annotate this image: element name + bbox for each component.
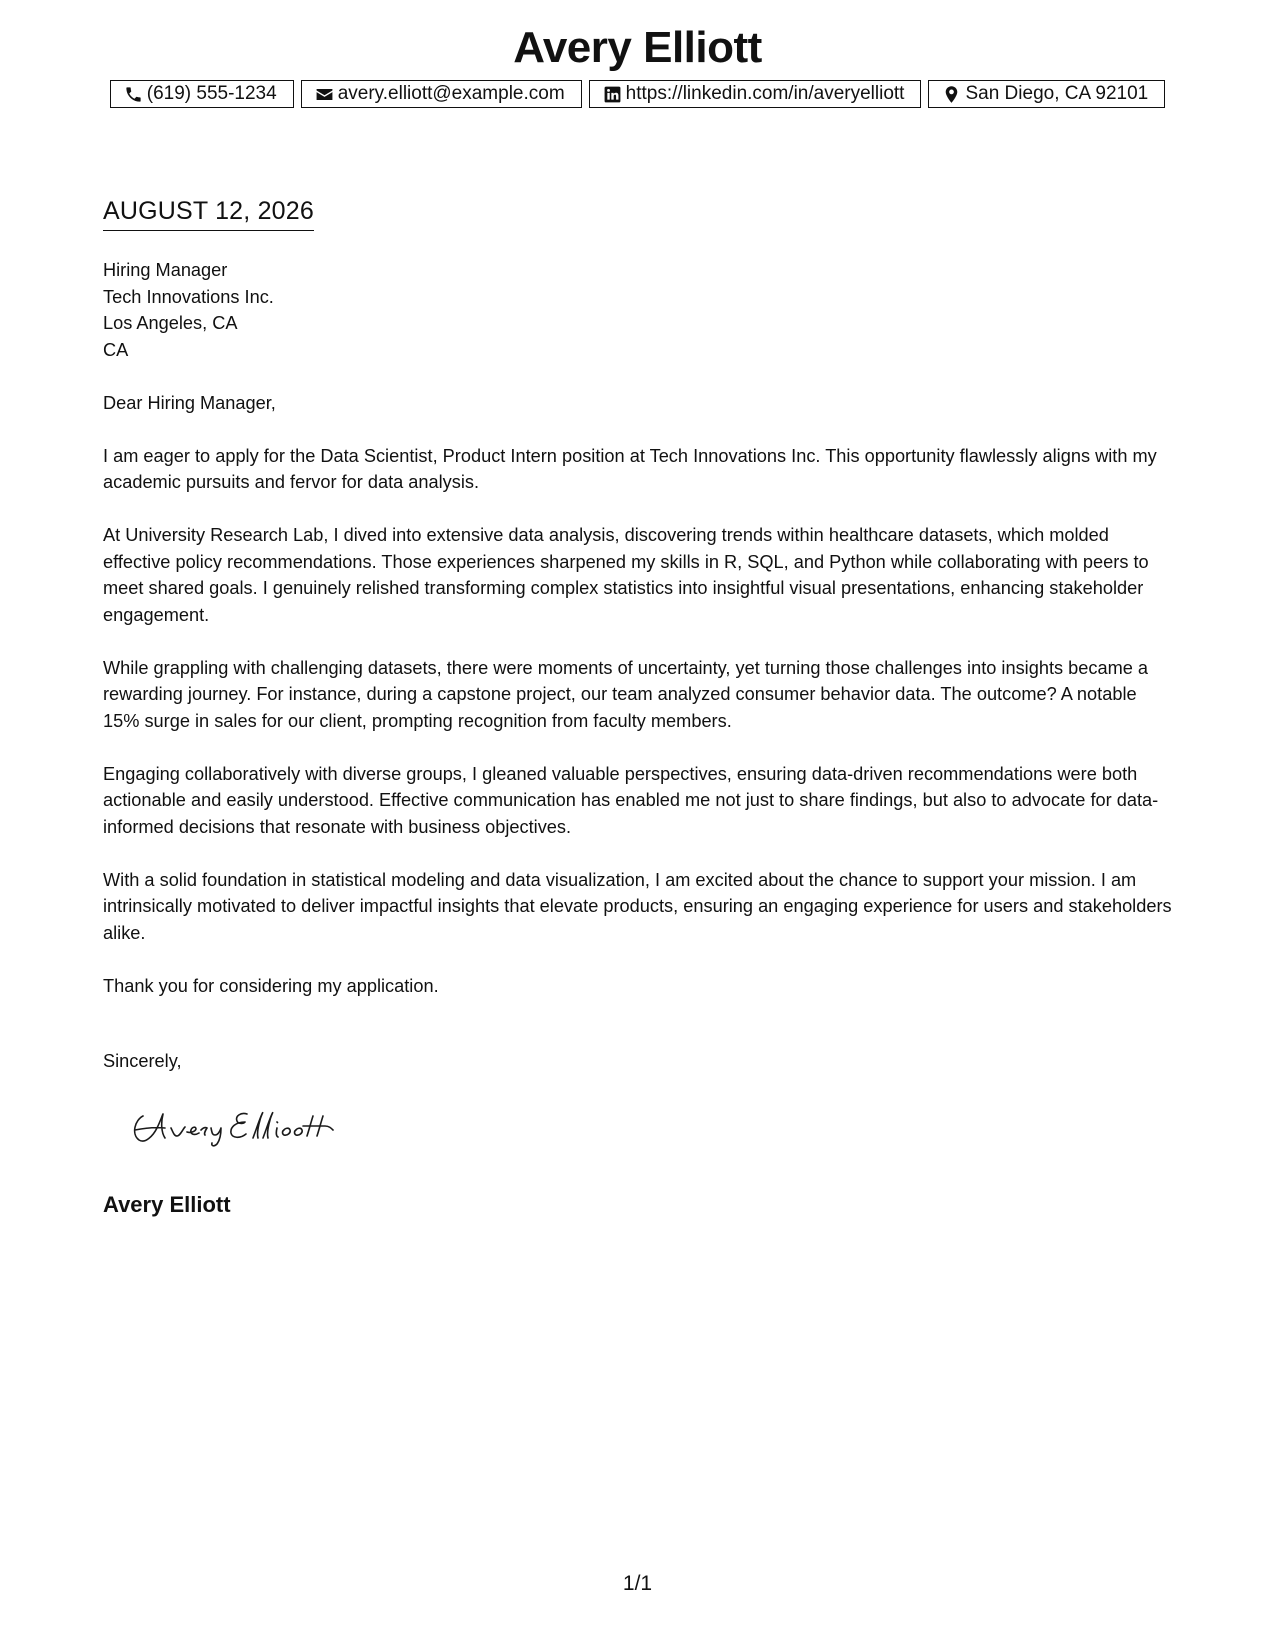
letter-body xyxy=(103,257,1178,1026)
linkedin-text: https://linkedin.com/in/averyelliott xyxy=(625,83,905,104)
contact-linkedin xyxy=(589,80,922,108)
page-number: 1/1 xyxy=(622,1572,653,1595)
applicant-name: Avery Elliott xyxy=(513,23,762,72)
letter-date: AUGUST 12, 2026 xyxy=(103,194,314,231)
recipient-line: Hiring Manager xyxy=(103,260,228,280)
recipient-line: Tech Innovations Inc. xyxy=(103,286,274,307)
contact-phone xyxy=(110,80,294,108)
phone-text: (619) 555-1234 xyxy=(146,83,277,104)
body-paragraph: With a solid foundation in statistical modeling and data visualization, I am excited about the chance to support your mission. I am intrinsically motivated to deliver impactful insights that elevate products, ensuring an engaging experience for users and stakeholders alike. xyxy=(103,869,1172,943)
map-pin-icon xyxy=(942,85,961,104)
handwritten-signature xyxy=(125,1098,345,1158)
body-paragraph: Thank you for considering my application. xyxy=(103,975,439,996)
body-paragraph: While grappling with challenging datasets, there were moments of uncertainty, yet turning those challenges into insights became a rewarding journey. For instance, during a capstone project, our team analyzed consumer behavior data. The outcome? A notable 15% surge in sales for our client, prompting recognition from faculty members. xyxy=(103,657,1149,731)
recipient-line: Los Angeles, CA xyxy=(103,313,238,333)
contact-location xyxy=(928,80,1165,108)
email-text: avery.elliott@example.com xyxy=(337,83,565,104)
body-paragraph: Engaging collaboratively with diverse groups, I gleaned valuable perspectives, ensuring data-driven recommendations were both actionable and easily understood. Effective communication has enabled me not just to share findings, but also to advocate for data-informed decisions that resonate with business objectives. xyxy=(103,763,1159,837)
body-paragraph: At University Research Lab, I dived into extensive data analysis, discovering trends within healthcare datasets, which molded effective policy recommendations. Those experiences sharpened my skills in R, SQL, and Python while collaborating with peers to meet shared goals. I genuinely relished transforming complex statistics into insightful visual presentations, enhancing stakeholder engagement. xyxy=(103,525,1149,625)
recipient-line: CA xyxy=(103,339,129,360)
recipient-block xyxy=(103,257,1178,363)
phone-icon xyxy=(124,85,143,104)
linkedin-icon xyxy=(603,85,622,104)
closing: Sincerely, xyxy=(103,1051,182,1071)
signed-name: Avery Elliott xyxy=(103,1192,231,1217)
contact-bar xyxy=(0,80,1275,108)
location-text: San Diego, CA 92101 xyxy=(965,83,1149,104)
body-paragraph: I am eager to apply for the Data Scientist, Product Intern position at Tech Innovations Inc. This opportunity flawlessly aligns with my academic pursuits and fervor for data analysis. xyxy=(103,445,1157,492)
envelope-icon xyxy=(315,85,334,104)
contact-email xyxy=(301,80,582,108)
salutation: Dear Hiring Manager, xyxy=(103,392,276,413)
